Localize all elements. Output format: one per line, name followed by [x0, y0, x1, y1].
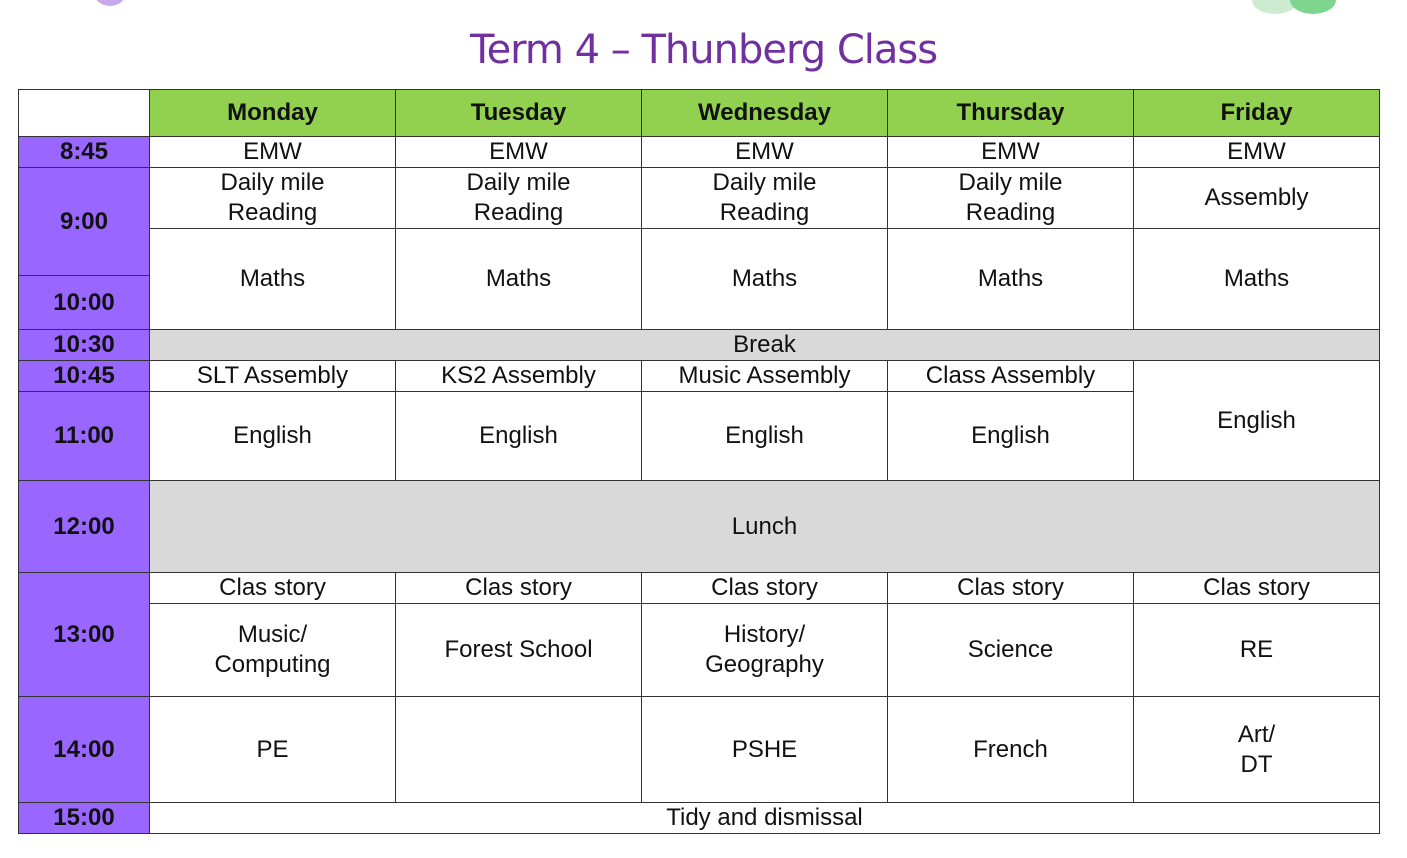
english-cell: English — [396, 392, 642, 481]
lesson-line: Art/ — [1237, 720, 1276, 748]
daily-mile-reading-cell — [396, 168, 642, 229]
reading-text: Reading — [473, 199, 564, 226]
lesson-line: DT — [1240, 750, 1273, 778]
day-header-tuesday: Tuesday — [396, 90, 642, 137]
time-label: 10:30 — [19, 330, 150, 361]
class-story-cell: Clas story — [150, 573, 396, 604]
assembly-cell: Class Assembly — [888, 361, 1134, 392]
table-row — [19, 573, 1380, 604]
afternoon-lesson-cell — [150, 604, 396, 697]
table-row — [19, 604, 1380, 697]
afternoon-lesson-cell: Science — [888, 604, 1134, 697]
header-row — [19, 90, 1380, 137]
table-row — [19, 330, 1380, 361]
daily-mile-text: Daily mile — [958, 169, 1063, 196]
time-label: 10:45 — [19, 361, 150, 392]
table-row — [19, 361, 1380, 392]
school-logo-left — [92, 0, 128, 6]
dismissal-cell: Tidy and dismissal — [150, 803, 1380, 834]
lunch-cell: Lunch — [150, 481, 1380, 573]
maths-cell: Maths — [888, 229, 1134, 330]
english-cell: English — [642, 392, 888, 481]
english-cell: English — [1134, 361, 1380, 481]
timetable — [18, 89, 1380, 834]
school-logo-right-dark — [1290, 0, 1336, 14]
daily-mile-reading-cell — [888, 168, 1134, 229]
emw-cell: EMW — [1134, 137, 1380, 168]
lesson-line: History/ — [723, 621, 806, 648]
break-cell: Break — [150, 330, 1380, 361]
afternoon-lesson-cell: PSHE — [642, 697, 888, 803]
english-cell: English — [150, 392, 396, 481]
page-title: Term 4 – Thunberg Class — [469, 27, 938, 73]
afternoon-lesson-cell: PE — [150, 697, 396, 803]
emw-cell: EMW — [150, 137, 396, 168]
table-row — [19, 803, 1380, 834]
table-row — [19, 697, 1380, 803]
lesson-line: Music/ — [237, 621, 308, 648]
afternoon-lesson-cell — [396, 697, 642, 803]
time-label: 8:45 — [19, 137, 150, 168]
reading-text: Reading — [227, 199, 318, 226]
day-header-monday: Monday — [150, 90, 396, 137]
time-label: 9:00 — [19, 168, 150, 276]
time-label: 13:00 — [19, 573, 150, 697]
afternoon-lesson-cell — [642, 604, 888, 697]
afternoon-lesson-cell: RE — [1134, 604, 1380, 697]
daily-mile-reading-cell — [642, 168, 888, 229]
daily-mile-text: Daily mile — [712, 169, 817, 196]
daily-mile-text: Daily mile — [220, 169, 325, 196]
time-label: 14:00 — [19, 697, 150, 803]
lesson-line: Geography — [705, 651, 824, 678]
assembly-cell: KS2 Assembly — [396, 361, 642, 392]
daily-mile-text: Daily mile — [466, 169, 571, 196]
table-row — [19, 481, 1380, 573]
table-row — [19, 229, 1380, 276]
assembly-cell: SLT Assembly — [150, 361, 396, 392]
class-story-cell: Clas story — [642, 573, 888, 604]
maths-cell: Maths — [150, 229, 396, 330]
class-story-cell: Clas story — [888, 573, 1134, 604]
time-label: 12:00 — [19, 481, 150, 573]
afternoon-lesson-cell: French — [888, 697, 1134, 803]
lesson-line: Computing — [214, 651, 331, 678]
time-label: 11:00 — [19, 392, 150, 481]
friday-assembly-cell: Assembly — [1134, 168, 1380, 229]
assembly-cell: Music Assembly — [642, 361, 888, 392]
class-story-cell: Clas story — [396, 573, 642, 604]
day-header-thursday: Thursday — [888, 90, 1134, 137]
table-row — [19, 137, 1380, 168]
maths-cell: Maths — [642, 229, 888, 330]
english-cell: English — [888, 392, 1134, 481]
class-story-cell: Clas story — [1134, 573, 1380, 604]
emw-cell: EMW — [888, 137, 1134, 168]
time-label: 15:00 — [19, 803, 150, 834]
day-header-friday: Friday — [1134, 90, 1380, 137]
afternoon-lesson-cell — [1134, 697, 1380, 803]
time-label: 10:00 — [19, 276, 150, 330]
corner-cell — [19, 90, 150, 137]
emw-cell: EMW — [642, 137, 888, 168]
day-header-wednesday: Wednesday — [642, 90, 888, 137]
maths-cell: Maths — [396, 229, 642, 330]
reading-text: Reading — [719, 199, 810, 226]
table-row — [19, 168, 1380, 229]
reading-text: Reading — [965, 199, 1056, 226]
afternoon-lesson-cell: Forest School — [396, 604, 642, 697]
daily-mile-reading-cell — [150, 168, 396, 229]
emw-cell: EMW — [396, 137, 642, 168]
maths-cell: Maths — [1134, 229, 1380, 330]
